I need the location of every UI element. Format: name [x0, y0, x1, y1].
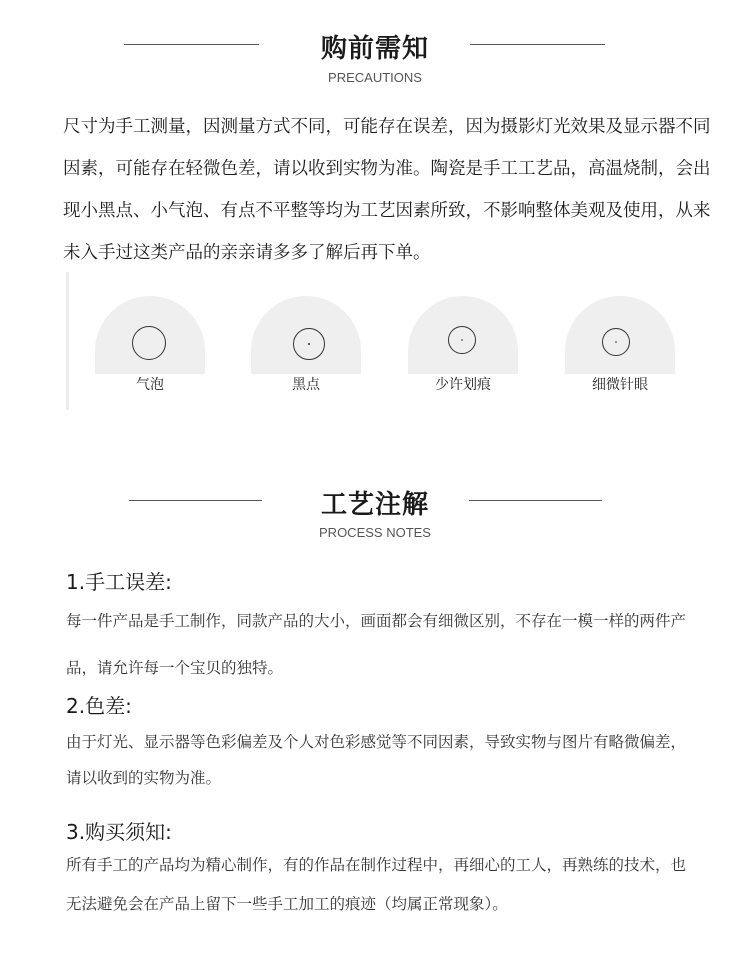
sample-bubble — [90, 272, 210, 410]
bubble-icon — [132, 326, 166, 360]
ceramic-surface — [408, 296, 518, 374]
sample-black-dot — [246, 272, 366, 410]
pinhole-icon — [602, 328, 630, 356]
sample-label: 黑点 — [292, 377, 320, 393]
sample-label: 气泡 — [136, 377, 164, 393]
sample-scratch — [403, 272, 523, 410]
note-heading: 3.购买须知: — [66, 820, 172, 844]
scratch-icon — [448, 326, 476, 354]
defect-samples — [66, 272, 686, 410]
precautions-text: 尺寸为手工测量，因测量方式不同，可能存在误差，因为摄影灯光效果及显示器不同因素，可能存在轻微色差，请以收到实物为准。陶瓷是手工工艺品，高温烧制，会出现小黑点、小气泡、有点不平整等均为工艺因素所致，不影响整体美观及使用，从来未入手过这类产品的亲亲请多多了解后再下单。 — [63, 117, 711, 263]
black-dot-icon — [293, 328, 325, 360]
section-title: 工艺注解 — [320, 490, 429, 520]
ceramic-surface — [251, 296, 361, 374]
ceramic-surface — [95, 296, 205, 374]
note-heading: 2.色差: — [66, 694, 132, 718]
section-title: 购前需知 — [320, 34, 429, 64]
ceramic-surface — [565, 296, 675, 374]
note-body: 由于灯光、显示器等色彩偏差及个人对色彩感觉等不同因素，导致实物与图片有略微偏差，请以收到的实物为准。 — [66, 733, 687, 787]
section-subtitle: PRECAUTIONS — [328, 70, 422, 85]
note-body: 所有手工的产品均为精心制作，有的作品在制作过程中，再细心的工人，再熟练的技术，也无法避免会在产品上留下一些手工加工的痕迹（均属正常现象）。 — [66, 856, 687, 913]
section-subtitle: PROCESS NOTES — [319, 525, 431, 540]
sample-label: 少许划痕 — [435, 377, 491, 393]
note-body: 每一件产品是手工制作，同款产品的大小，画面都会有细微区别，不存在一模一样的两件产品，请允许每一个宝贝的独特。 — [66, 612, 687, 677]
note-heading: 1.手工误差: — [66, 570, 172, 594]
sample-pinhole — [560, 272, 680, 410]
image-edge — [66, 272, 69, 410]
sample-label: 细微针眼 — [592, 377, 648, 393]
